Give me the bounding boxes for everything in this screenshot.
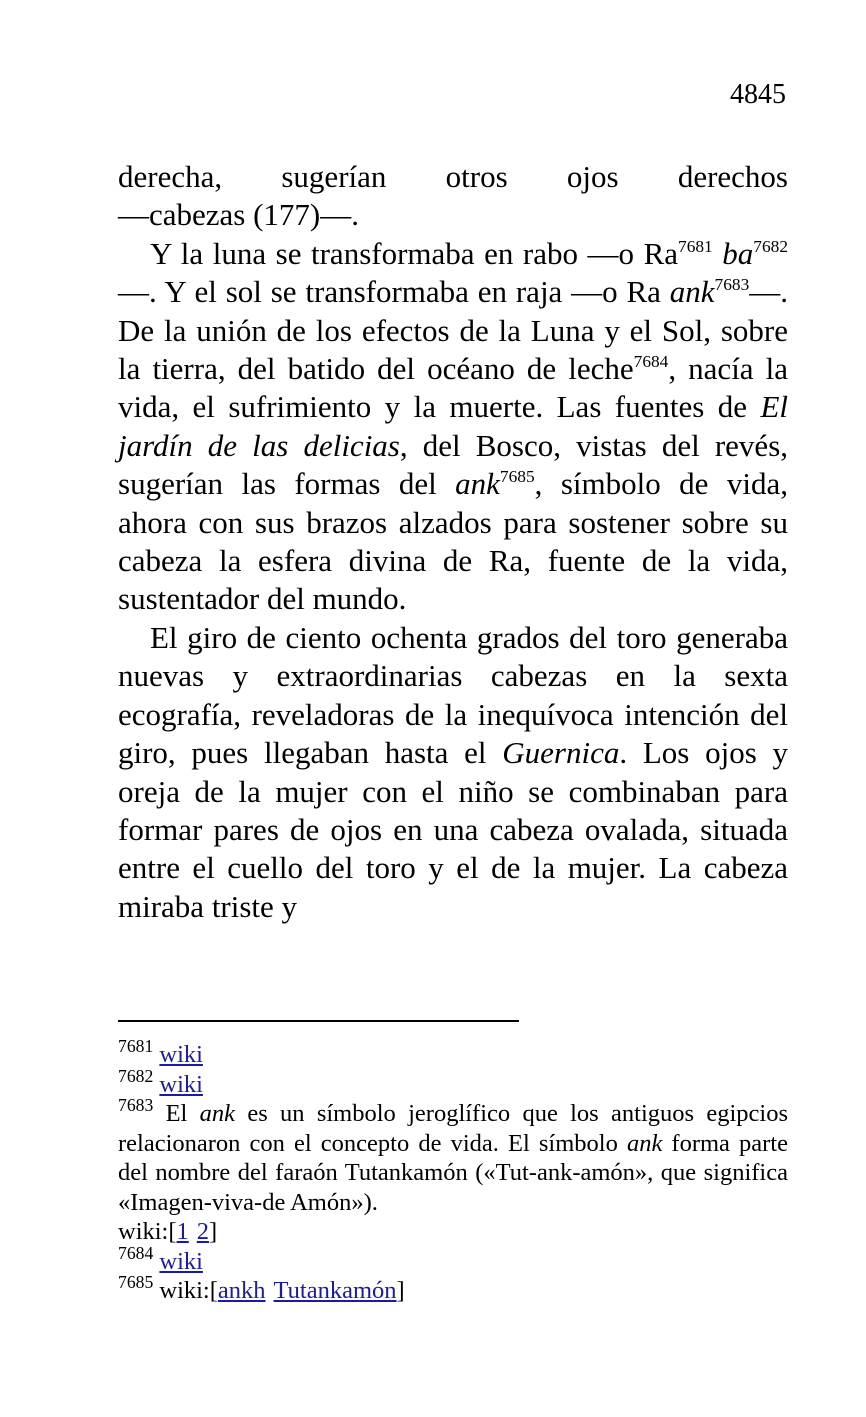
paragraph-2-text-5: , nacía la vida, el sufrimiento y la muerte. Las fuentes de: [118, 351, 789, 425]
italic-jardin-delicias: El jardín de las delicias: [118, 389, 788, 463]
paragraph-3: [118, 619, 788, 926]
footnote-separator: [118, 1020, 519, 1022]
footnote-link-wiki[interactable]: wiki: [159, 1247, 203, 1275]
footnote-italic-ank: ank: [199, 1100, 236, 1127]
footnote-italic-ank: ank: [626, 1129, 663, 1157]
footnote-number: 7683: [118, 1095, 154, 1116]
footnote-link-2[interactable]: 2: [196, 1218, 210, 1245]
footnote-ref-7684: 7684: [633, 351, 669, 371]
wiki-suffix: ]: [396, 1277, 405, 1304]
footnote-ref-7682: 7682: [753, 236, 789, 256]
paragraph-3-text-2: . Los ojos y oreja de la mujer con el niño se combinaban para formar pares de ojos en una cabeza ovalada, situada entre el cuello del toro y el de la mujer. La cabeza miraba triste y: [118, 735, 788, 924]
footnote-link-ankh[interactable]: ankh: [217, 1277, 266, 1304]
footnote-7682: [118, 1065, 788, 1100]
footnote-7683-wiki-links: [118, 1217, 788, 1247]
footnote-number: 7685: [118, 1272, 154, 1293]
footnote-text: es un símbolo jeroglífico que los antiguos egipcios relacionaron con el concepto de vida. El símbolo: [118, 1100, 788, 1157]
paragraph-1: [118, 158, 788, 235]
footnote-7685: [118, 1272, 788, 1306]
footnote-ref-7685: 7685: [499, 467, 535, 487]
paragraph-2-space: [713, 236, 723, 271]
footnote-7684: [118, 1242, 788, 1277]
italic-ank-2: ank: [455, 466, 500, 502]
paragraph-2-text-1: Y la luna se transformaba en rabo —o Ra: [150, 235, 679, 271]
footnote-text: El: [165, 1100, 200, 1127]
footnote-7683: [118, 1095, 788, 1217]
footnote-link-wiki[interactable]: wiki: [159, 1041, 203, 1068]
paragraph-2-text-7: , símbolo de vida, ahora con sus brazos alzados para sostener sobre su cabeza la esfera divina de Ra, fuente de la vida, sustentador del mundo.: [118, 466, 788, 617]
paragraph-2: [118, 235, 788, 619]
footnote-link-1[interactable]: 1: [176, 1218, 189, 1245]
footnote-7681: [118, 1036, 788, 1070]
italic-ank-1: ank: [669, 274, 715, 310]
footnote-link-wiki[interactable]: wiki: [159, 1070, 203, 1098]
italic-guernica: Guernica: [502, 735, 620, 771]
paragraph-3-text-1: El giro de ciento ochenta grados del toro generaba nuevas y extraordinarias cabezas en la sexta ecografía, reveladoras de la inequívoca intención del giro, pues llegaban hasta el: [118, 619, 788, 771]
footnote-link-tutankamon[interactable]: Tutankamón: [273, 1277, 397, 1304]
wiki-suffix: ]: [209, 1218, 218, 1245]
footnotes: [118, 1036, 788, 1306]
body-text: [118, 158, 788, 926]
footnote-text: forma parte del nombre del faraón Tutankamón («Tut-ank-amón», que significa «Imagen-viva-de Amón»).: [118, 1129, 788, 1216]
footnote-ref-7683: 7683: [714, 275, 750, 295]
page-number: 4845: [730, 79, 786, 110]
wiki-prefix: wiki:[: [159, 1277, 218, 1304]
paragraph-2-text-4: —. De la unión de los efectos de la Luna y el Sol, sobre la tierra, del batido del océano de leche: [118, 274, 788, 387]
paragraph-1-line-2: —cabezas (177)—.: [118, 197, 360, 233]
paragraph-2-text-6: , del Bosco, vistas del revés, sugerían las formas del: [118, 427, 789, 502]
footnote-number: 7682: [118, 1065, 154, 1086]
italic-ba: ba: [722, 235, 754, 271]
paragraph-2-text-3: —. Y el sol se transformaba en raja —o Ra: [118, 274, 670, 310]
footnote-number: 7684: [118, 1242, 154, 1263]
footnote-number: 7681: [118, 1036, 154, 1057]
wiki-prefix: wiki:[: [118, 1218, 177, 1245]
footnote-ref-7681: 7681: [678, 236, 713, 256]
paragraph-1-line-1: derecha, sugerían otros ojos derechos: [118, 159, 788, 194]
